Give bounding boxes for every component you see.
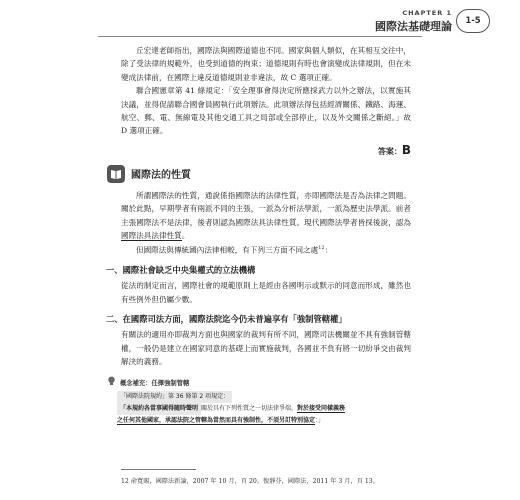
paragraph: 聯合國憲章第 41 條規定：「安全理事會得決定所應採武力以外之辦法，以實施其決議，並得促請聯合國會員國執行此項辦法。此項辦法得包括經濟關係、鐵路、海運、航空、郵、電、無線電及其他交通工具之局部或全部停止，以及外交關係之斷絕。」故 D 選項正確。 <box>121 86 411 136</box>
answer-line <box>121 143 411 157</box>
footnote <box>121 476 379 485</box>
section-title: 國際法的性質 <box>131 170 191 182</box>
chapter-label: CHAPTER 1 <box>402 9 452 17</box>
footnote-number: 12 <box>121 478 129 485</box>
page-number-badge: 1-5 <box>456 9 490 33</box>
emphasis: 強制管轄權 <box>296 314 339 325</box>
book-icon <box>107 165 125 183</box>
underlined-text: 對於接受同樣義務 <box>297 405 346 413</box>
answer-label: 答案： <box>377 146 402 156</box>
paragraph: 丘宏達老師指出，國際法與國際道德也不同。國家與個人類似，在其相互交往中，除了受法律的規範外，也受到道德的拘束；道德規則有時也會演變成法律規則，但在未變成法律前，在國際上違反道德規則並非違法，故 C 選項正確。 <box>121 46 411 82</box>
concept-body: 「國際法院規約」第 36 條第 2 項規定： 「本規約各當事國得隨時聲明 關於具有下列性質之一切法律爭端，對於接受同樣義務 之任何其他國家，承認法院之管轄為當然而具有強制性，不須另訂特別協定：」 <box>117 393 346 425</box>
page-content <box>106 44 411 427</box>
reference-text: 「國際法院規約」第 36 條第 2 項規定： <box>117 391 232 403</box>
answer-value: B <box>401 142 411 157</box>
header-rule <box>98 36 422 37</box>
chapter-title: 國際法基礎理論 <box>375 20 452 33</box>
concept-title: 概念補充：任擇強制管轄 <box>120 379 190 387</box>
list-item-body: 從法的制定而言，國際社會的規範原則上是經由各國明示或默示的同意而形成，雖然也有些例外但仍屬少數。 <box>121 281 411 304</box>
paragraph: 但國際法與傳統國內法律相較，有下列三方面不同之處$^{12}$： <box>136 245 333 255</box>
footnote-rule <box>121 469 196 470</box>
lightbulb-icon <box>107 376 116 388</box>
underlined-text: 之任何其他國家，承認法院之管轄為當然而具有強制性，不須另訂特別協定 <box>117 417 316 425</box>
paragraph: 所謂國際法的性質，通說係指國際法的法律性質，亦即國際法是否為法律之問題。關於此點，早期學者有兩派不同的主張，一派為分析法學派，一派為歷史法學派。前者主張國際法不是法律，後者則認為國際法具法律性質。現代國際法學者皆採後說，認為國際法具法律性質。 <box>121 190 411 241</box>
footnote-text: 俞寬賜，國際法新論，2007 年 10 月，頁 20。復靜芬，國際法，2011 年 3 月，頁 13。 <box>130 478 379 485</box>
list-item-body: 有關法的適用亦即裁判方面也與國家的裁判有所不同，國際司法機關並不具有強制管轄權，一般仍是建立在國家同意的基礎上而實施裁判，各國並不負有將一切紛爭交由裁判解決的義務。 <box>121 330 411 367</box>
chapter-header <box>375 9 452 34</box>
footnote-ref: 12 <box>318 245 325 252</box>
section-heading <box>107 165 411 183</box>
quote-text: 「本規約各當事國得隨時聲明 <box>117 403 201 415</box>
list-item-heading: 一、國際社會缺乏中央集權式的立法機構 <box>106 265 256 276</box>
concept-box <box>107 376 411 427</box>
list-item-heading: 二、在國際司法方面，國際法院迄今仍未普遍享有「強制管轄權」 <box>106 314 347 325</box>
underlined-text: 國際法具法律性質 <box>121 231 182 241</box>
concept-heading <box>107 376 411 388</box>
